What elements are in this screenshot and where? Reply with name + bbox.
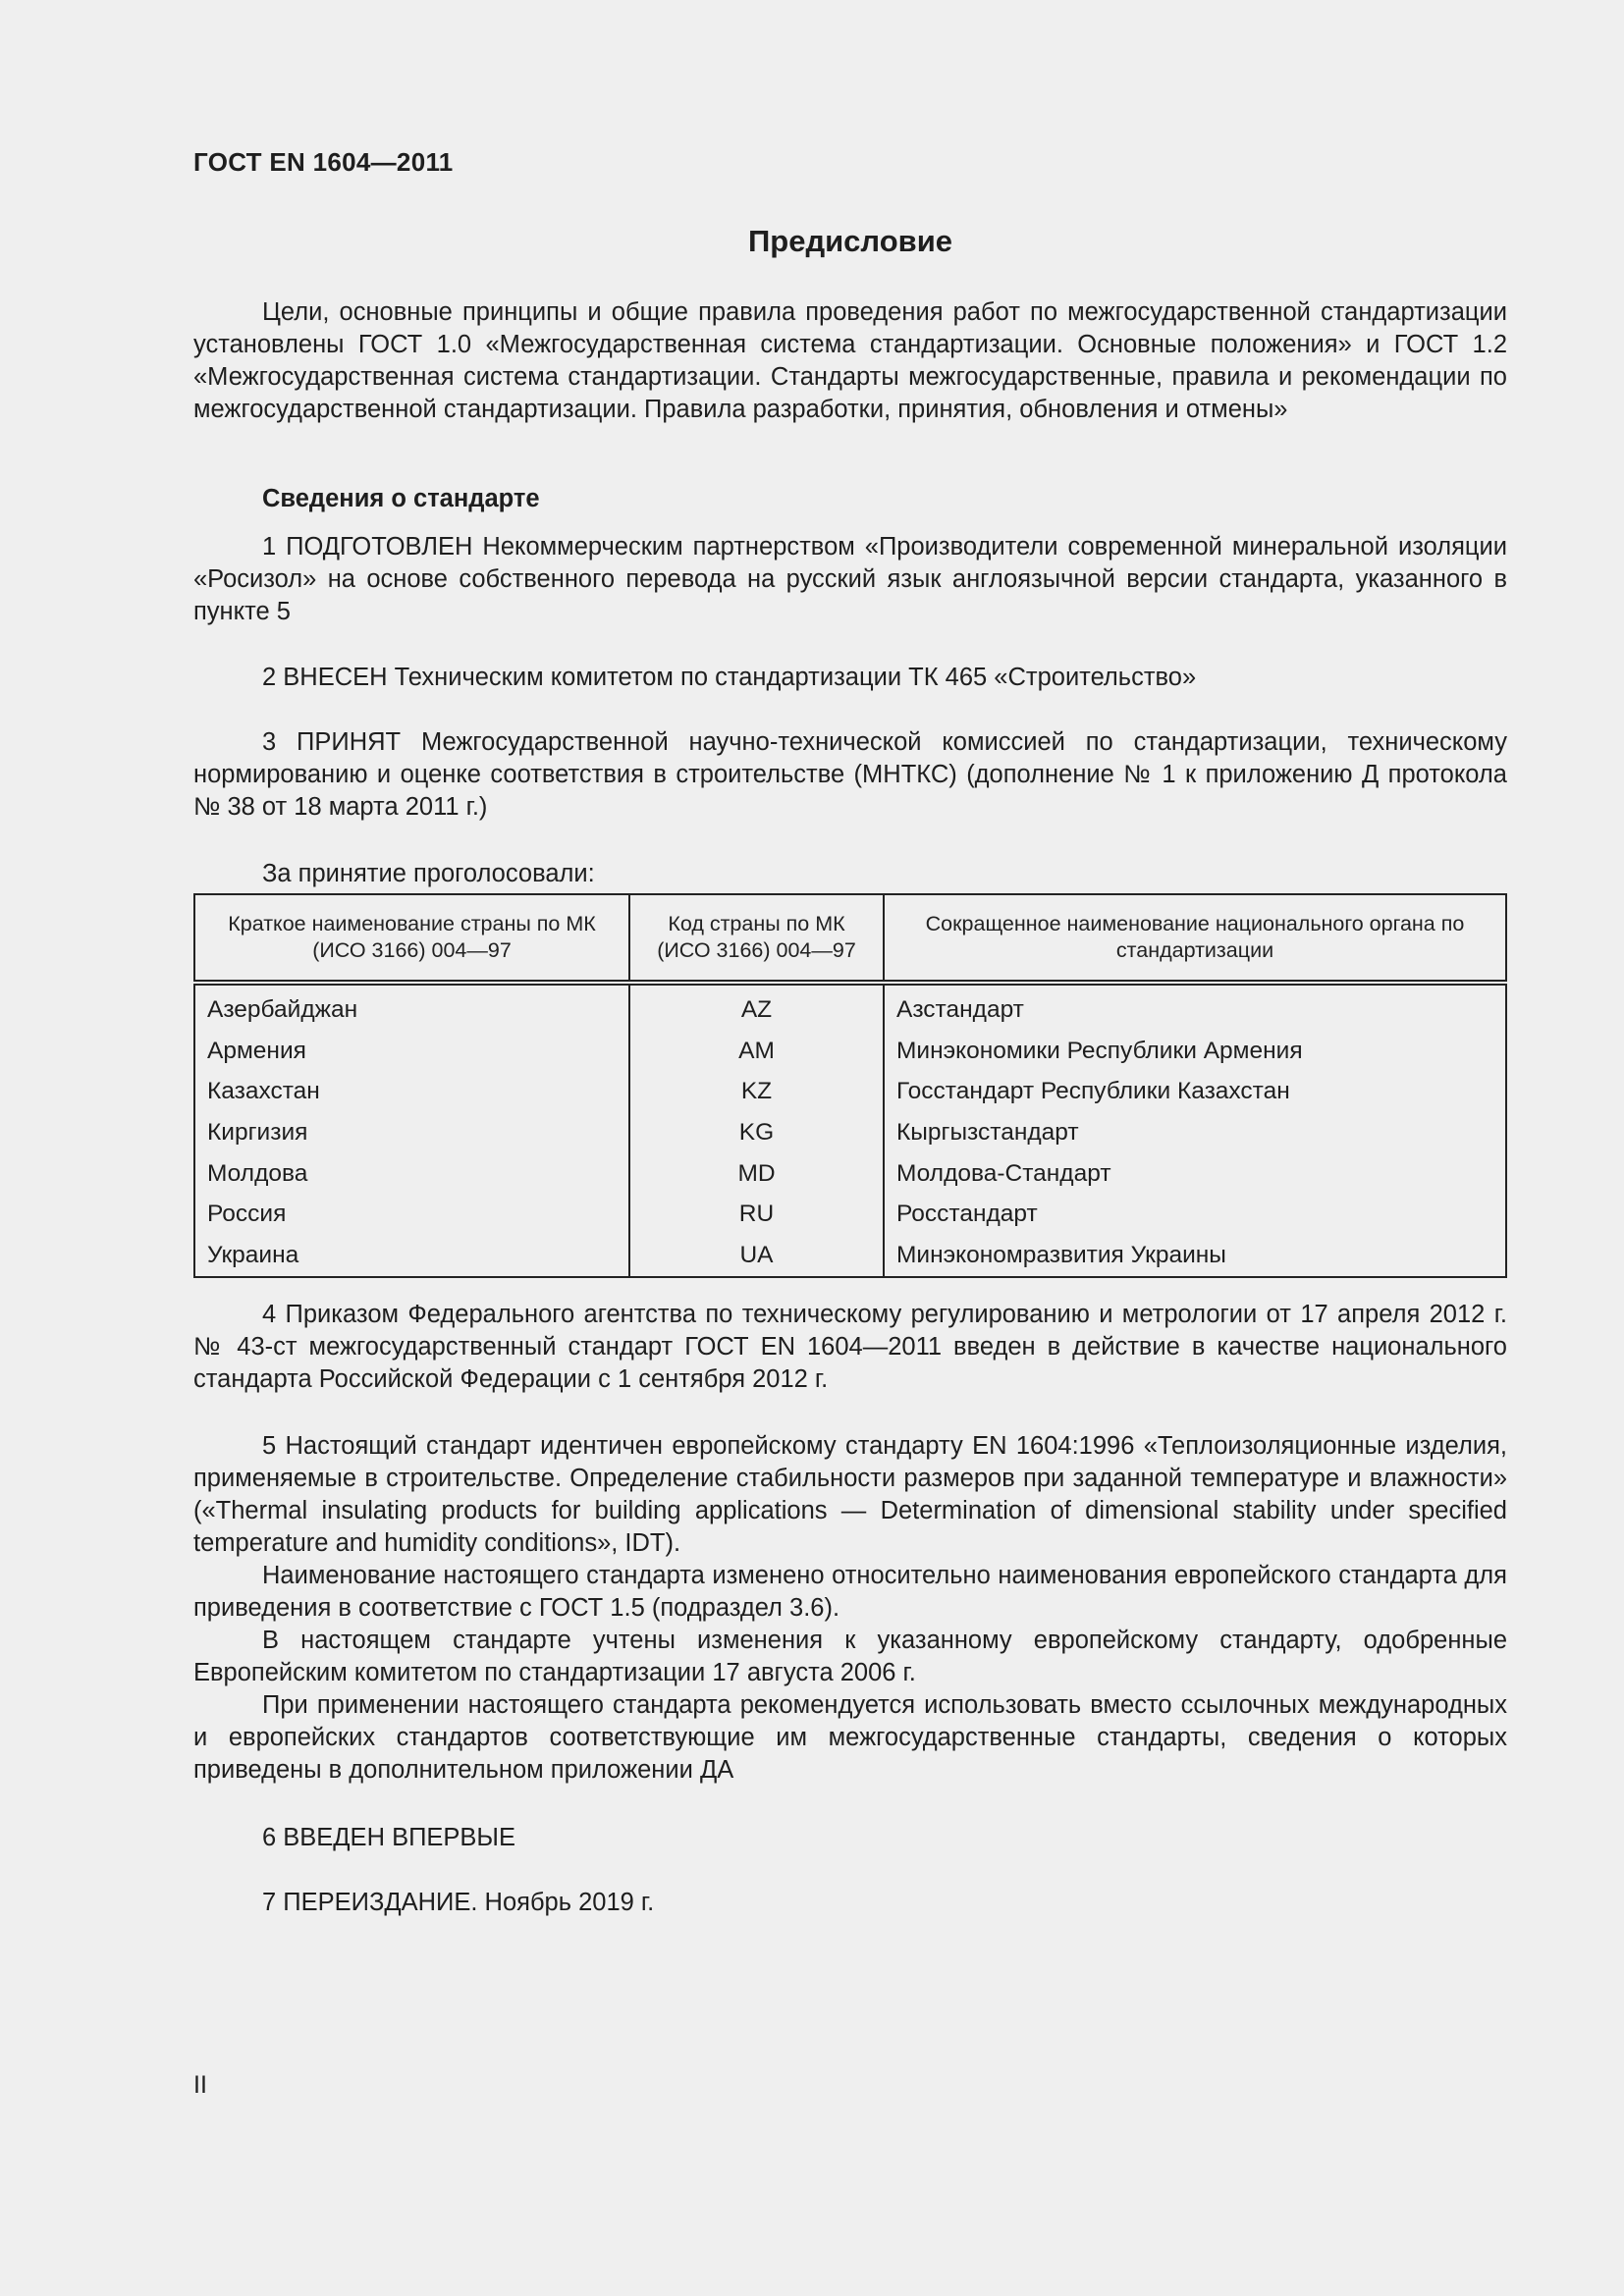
document-header: ГОСТ EN 1604—2011 xyxy=(193,147,454,177)
table-header-row xyxy=(194,894,1506,983)
table-cell-country: Молдова xyxy=(194,1153,629,1195)
table-cell-code: AM xyxy=(629,1031,884,1072)
item-5-paragraph-2: Наименование настоящего стандарта изменено относительно наименования европейского стандарта для приведения в соответствие с ГОСТ 1.5 (подраздел 3.6). xyxy=(193,1562,1507,1622)
item-5: 5 Настоящий стандарт идентичен европейскому стандарту EN 1604:1996 «Теплоизоляционные изделия, применяемые в строительстве. Определение стабильности размеров при заданной температуре и влажности» («Thermal insulating products for building applications — Determination of dimensional stability under specified temperature and humidity conditions», IDT). xyxy=(193,1432,1507,1557)
vote-label: За принятие проголосовали: xyxy=(262,860,595,887)
table-cell-country: Россия xyxy=(194,1194,629,1235)
table-cell-country: Казахстан xyxy=(194,1071,629,1112)
item-2: 2 ВНЕСЕН Техническим комитетом по стандартизации ТК 465 «Строительство» xyxy=(262,664,1197,691)
table-row xyxy=(194,1235,1506,1277)
table-row xyxy=(194,1194,1506,1235)
table-cell-code: RU xyxy=(629,1194,884,1235)
intro-paragraph: Цели, основные принципы и общие правила проведения работ по межгосударственной стандартизации установлены ГОСТ 1.0 «Межгосударственная система стандартизации. Основные положения» и ГОСТ 1.2 «Межгосударственная система стандартизации. Стандарты межгосударственные, правила и рекомендации по межгосударственной стандартизации. Правила разработки, принятия, обновления и отмены» xyxy=(193,298,1507,423)
section-title: Предисловие xyxy=(747,224,952,258)
column-header-code: Код страны по МК (ИСО 3166) 004—97 xyxy=(629,894,884,983)
table-cell-country: Армения xyxy=(194,1031,629,1072)
voting-table xyxy=(193,893,1507,1278)
table-row xyxy=(194,1031,1506,1072)
page-number: II xyxy=(193,2071,207,2099)
table-cell-code: MD xyxy=(629,1153,884,1195)
table-cell-authority: Минэкономразвития Украины xyxy=(884,1235,1506,1277)
item-6: 6 ВВЕДЕН ВПЕРВЫЕ xyxy=(262,1824,516,1851)
table-cell-authority: Кыргызстандарт xyxy=(884,1112,1506,1153)
table-cell-authority: Госстандарт Республики Казахстан xyxy=(884,1071,1506,1112)
table-row xyxy=(194,1071,1506,1112)
table-cell-code: AZ xyxy=(629,983,884,1031)
item-3: 3 ПРИНЯТ Межгосударственной научно-технической комиссией по стандартизации, техническому нормированию и оценке соответствия в строительстве (МНТКС) (дополнение № 1 к приложению Д протокола № 38 от 18 марта 2011 г.) xyxy=(193,728,1507,821)
item-1: 1 ПОДГОТОВЛЕН Некоммерческим партнерством «Производители современной минеральной изоляции «Росизол» на основе собственного перевода на русский язык англоязычной версии стандарта, указанного в пункте 5 xyxy=(193,533,1507,625)
table-cell-authority: Молдова-Стандарт xyxy=(884,1153,1506,1195)
column-header-country: Краткое наименование страны по МК (ИСО 3166) 004—97 xyxy=(194,894,629,983)
table-cell-country: Азербайджан xyxy=(194,983,629,1031)
table-cell-code: KG xyxy=(629,1112,884,1153)
info-heading: Сведения о стандарте xyxy=(262,485,540,512)
column-header-authority: Сокращенное наименование национального органа по стандартизации xyxy=(884,894,1506,983)
item-4: 4 Приказом Федерального агентства по техническому регулированию и метрологии от 17 апреля 2012 г. № 43-ст межгосударственный стандарт ГОСТ EN 1604—2011 введен в действие в качестве национального стандарта Российской Федерации с 1 сентября 2012 г. xyxy=(193,1301,1507,1393)
item-5-paragraph-4: При применении настоящего стандарта рекомендуется использовать вместо ссылочных международных и европейских стандартов соответствующие им межгосударственные стандарты, сведения о которых приведены в дополнительном приложении ДА xyxy=(193,1691,1507,1784)
table-cell-code: KZ xyxy=(629,1071,884,1112)
table-cell-code: UA xyxy=(629,1235,884,1277)
table-cell-authority: Азстандарт xyxy=(884,983,1506,1031)
table-row xyxy=(194,1112,1506,1153)
item-5-paragraph-3: В настоящем стандарте учтены изменения к указанному европейскому стандарту, одобренные Европейским комитетом по стандартизации 17 августа 2006 г. xyxy=(193,1627,1507,1686)
item-7: 7 ПЕРЕИЗДАНИЕ. Ноябрь 2019 г. xyxy=(262,1889,655,1916)
table-cell-country: Киргизия xyxy=(194,1112,629,1153)
table-row xyxy=(194,983,1506,1031)
table-row xyxy=(194,1153,1506,1195)
table-cell-authority: Минэкономики Республики Армения xyxy=(884,1031,1506,1072)
table-cell-country: Украина xyxy=(194,1235,629,1277)
table-cell-authority: Росстандарт xyxy=(884,1194,1506,1235)
